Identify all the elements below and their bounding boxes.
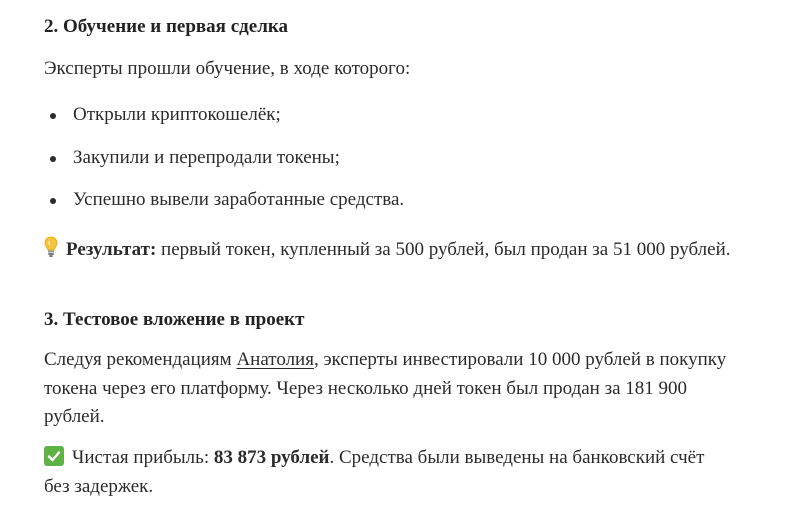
profit-paragraph (44, 444, 734, 501)
section-heading-training: 2. Обучение и первая сделка (44, 16, 289, 37)
list-item (44, 143, 404, 186)
training-intro-paragraph: Эксперты прошли обучение, в ходе которого: (44, 58, 411, 79)
list-item-text: Успешно вывели заработанные средства. (73, 189, 405, 210)
result-paragraph (44, 236, 734, 265)
list-item-text: Открыли криптокошелёк; (73, 104, 281, 125)
list-item (44, 100, 404, 143)
training-steps-list (44, 100, 404, 228)
section-heading-test-investment: 3. Тестовое вложение в проект (44, 309, 305, 330)
list-item-text: Закупили и перепродали токены; (73, 146, 340, 168)
result-label: Результат: (66, 239, 157, 260)
result-text: первый токен, купленный за 500 рублей, был продан за 51 000 рублей. (156, 239, 731, 260)
list-item (44, 185, 404, 228)
lightbulb-icon (44, 236, 58, 258)
paragraph-text-before-link: Следуя рекомендациям (44, 349, 237, 370)
anatoly-link[interactable]: Анатолия (236, 349, 314, 370)
profit-label: Чистая прибыль: (72, 447, 214, 468)
bullet-icon (50, 113, 56, 119)
test-investment-paragraph (44, 346, 734, 432)
profit-value: 83 873 рублей (213, 447, 330, 468)
check-mark-button-icon (44, 446, 64, 466)
paragraph-text-after-link: , эксперты инвестировали 10 000 рублей в покупку токена через его платформу. Через несколько дней токен был продан за 181 900 рублей. (44, 349, 727, 427)
profit-rest: . Средства были выведены на банковский счёт без задержек. (44, 447, 705, 497)
bullet-icon (50, 198, 56, 204)
bullet-icon (50, 156, 56, 162)
